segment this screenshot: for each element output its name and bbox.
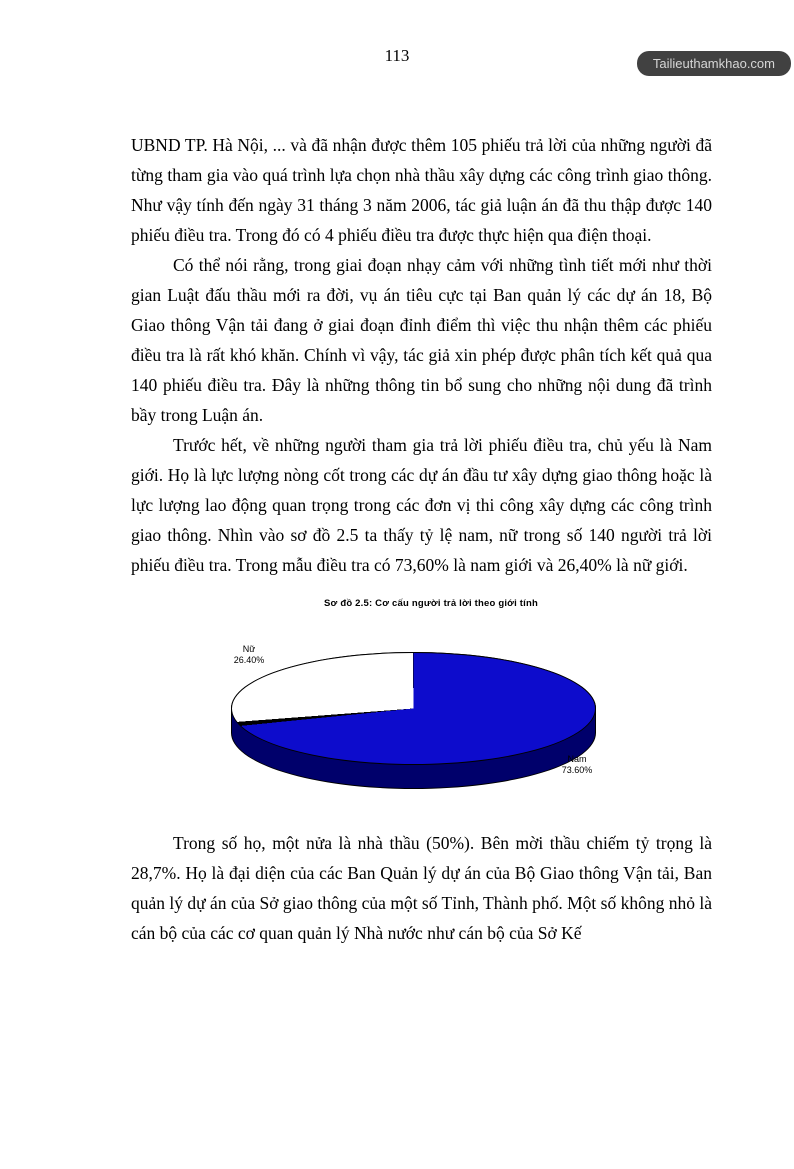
page-number: 113 (384, 46, 410, 65)
slice-label-nu-name: Nữ (242, 644, 256, 654)
slice-label-nam-name: Nam (567, 754, 587, 764)
pie-top (231, 652, 596, 765)
gender-pie-chart (196, 594, 666, 822)
slice-label-nam-pct: 73.60% (561, 765, 593, 775)
body-text-bottom (131, 828, 712, 948)
paragraph: Trong số họ, một nửa là nhà thầu (50%). Bên mời thầu chiếm tỷ trọng là 28,7%. Họ là đại diện của các Ban Quản lý dự án của Bộ Giao thông Vận tải, Ban quản lý dự án của Sở giao thông của một số Tỉnh, Thành phố. Một số không nhỏ là cán bộ của các cơ quan quản lý Nhà nước như cán bộ của Sở Kế (131, 833, 712, 943)
slice-label-nu-pct: 26.40% (233, 655, 265, 665)
chart-title: Sơ đồ 2.5: Cơ cấu người trả lời theo giới tính (324, 598, 538, 609)
watermark-badge: Tailieuthamkhao.com (637, 51, 791, 76)
body-text-top (131, 130, 712, 580)
slice-label-nam (540, 754, 614, 776)
paragraph: UBND TP. Hà Nội, ... và đã nhận được thêm 105 phiếu trả lời của những người đã từng tham gia vào quá trình lựa chọn nhà thầu xây dựng các công trình giao thông. Như vậy tính đến ngày 31 tháng 3 năm 2006, tác giả luận án đã thu thập được 140 phiếu điều tra. Trong đó có 4 phiếu điều tra được thực hiện qua điện thoại. (131, 135, 712, 245)
paragraph: Trước hết, về những người tham gia trả lời phiếu điều tra, chủ yếu là Nam giới. Họ là lực lượng nòng cốt trong các dự án đầu tư xây dựng giao thông hoặc là lực lượng lao động quan trọng trong các đơn vị thi công xây dựng các công trình giao thông. Nhìn vào sơ đồ 2.5 ta thấy tỷ lệ nam, nữ trong số 140 người trả lời phiếu điều tra. Trong mẫu điều tra có 73,60% là nam giới và 26,40% là nữ giới. (131, 435, 712, 575)
paragraph: Có thể nói rằng, trong giai đoạn nhạy cảm với những tình tiết mới như thời gian Luật đấu thầu mới ra đời, vụ án tiêu cực tại Ban quản lý các dự án 18, Bộ Giao thông Vận tải đang ở giai đoạn đỉnh điểm thì việc thu nhận thêm các phiếu điều tra là rất khó khăn. Chính vì vậy, tác giả xin phép được phân tích kết quả qua 140 phiếu điều tra. Đây là những thông tin bổ sung cho những nội dung đã trình bầy trong Luận án. (131, 255, 712, 425)
slice-label-nu (212, 644, 286, 666)
